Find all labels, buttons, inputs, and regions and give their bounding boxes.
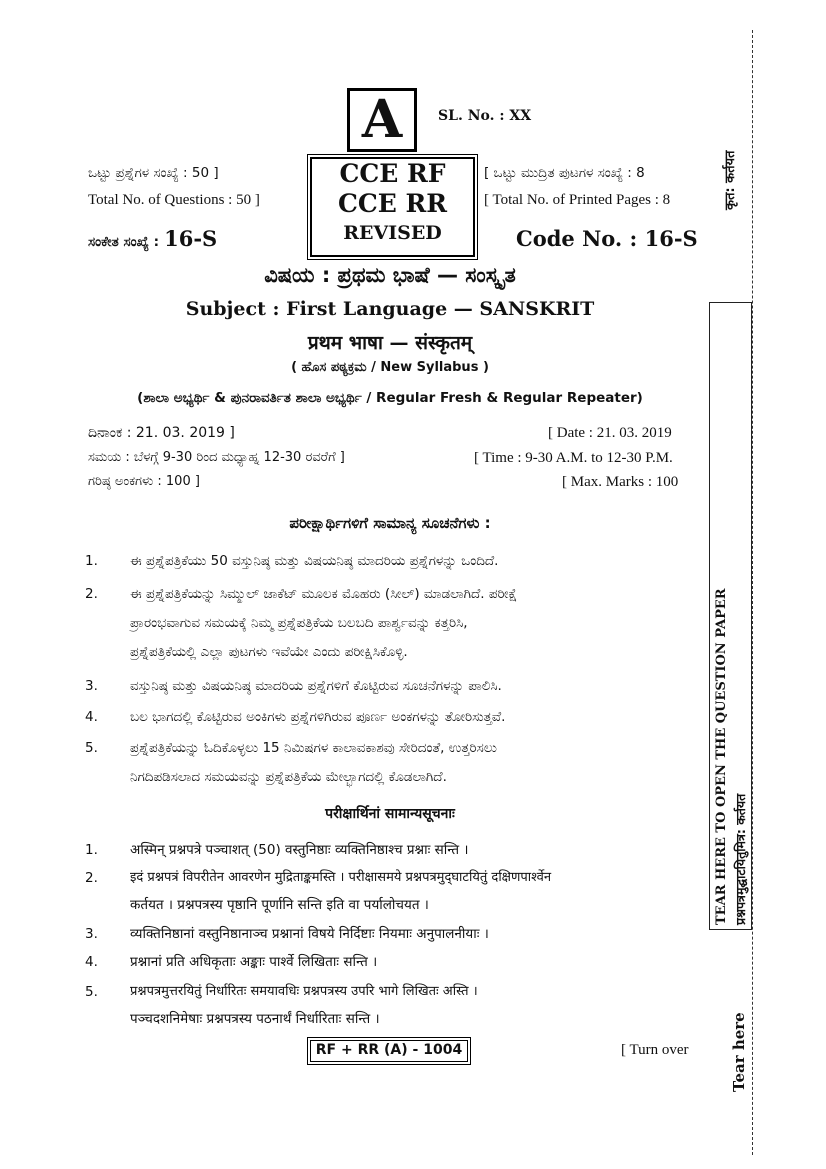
questions-count-english: Total No. of Questions : 50 ] [88,192,260,208]
pages-count-kannada: [ ಒಟ್ಟು ಮುದ್ರಿತ ಪುಟಗಳ ಸಂಖ್ಯೆ : 8 [484,165,645,181]
tear-instruction-hindi: प्रश्नपत्रमुद्घाटयितुमित्र: कर्तयत [733,793,748,925]
subject-english: Subject : First Language — SANSKRIT [185,298,595,320]
syllabus-note: ( ಹೊಸ ಪಠ್ಯಕ್ರಮ / New Syllabus ) [291,360,489,375]
exam-type-box [310,157,475,257]
tear-instruction-english: TEAR HERE TO OPEN THE QUESTION PAPER [714,588,729,925]
code-kannada [88,226,217,251]
date-kannada: ದಿನಾಂಕ : 21. 03. 2019 ] [88,425,235,441]
exam-type-line3: REVISED [343,222,442,244]
paper-footer-code: RF + RR (A) - 1004 [310,1040,468,1062]
kannada-instructions-heading: ಪರೀಕ್ಷಾರ್ಥಿಗಳಿಗೆ ಸಾಮಾನ್ಯ ಸೂಚನೆಗಳು : [289,514,491,532]
time-kannada: ಸಮಯ : ಬೆಳಗ್ಗೆ 9-30 ರಿಂದ ಮಧ್ಯಾಹ್ನ 12-30 ರವರೆಗೆ ] [88,450,345,465]
pages-count-english: [ Total No. of Printed Pages : 8 [484,192,671,208]
exam-type-line1: CCE RF [339,159,446,188]
sanskrit-instructions-heading: परीक्षार्थिनां सामान्यसूचनाः [325,806,455,822]
subject-sanskrit: प्रथम भाषा — संस्कृतम् [307,332,473,354]
date-english: [ Date : 21. 03. 2019 [548,425,672,441]
marks-kannada: ಗರಿಷ್ಠ ಅಂಕಗಳು : 100 ] [88,474,200,489]
questions-count-kannada: ಒಟ್ಟು ಪ್ರಶ್ನೆಗಳ ಸಂಖ್ಯೆ : 50 ] [88,165,219,181]
tear-instruction-box [709,302,752,930]
time-english: [ Time : 9-30 A.M. to 12-30 P.M. [474,450,673,466]
candidate-type: (ಶಾಲಾ ಅಭ್ಯರ್ಥಿ & ಪುನರಾವರ್ತಿತ ಶಾಲಾ ಅಭ್ಯರ್ಥಿ / Regular Fresh & Regular Repeater) [137,390,643,406]
exam-type-line2: CCE RR [337,189,448,218]
code-kannada-value: 16-S [164,226,218,251]
serial-number: SL. No. : XX [438,108,532,124]
turn-over-note: [ Turn over [621,1042,689,1058]
tear-line [752,30,753,1155]
corner-hindi-note: कृत: कर्तयत [723,150,738,210]
subject-kannada: ವಿಷಯ : ಪ್ರಥಮ ಭಾಷೆ — ಸಂಸ್ಕೃತ [264,263,516,287]
marks-english: [ Max. Marks : 100 [562,474,679,490]
code-kannada-label: ಸಂಕೇತ ಸಂಖ್ಯೆ : [88,234,159,250]
paper-letter-box: A [347,88,417,152]
code-english: Code No. : 16-S [516,226,698,251]
tear-here-label: Tear here [730,1012,748,1092]
